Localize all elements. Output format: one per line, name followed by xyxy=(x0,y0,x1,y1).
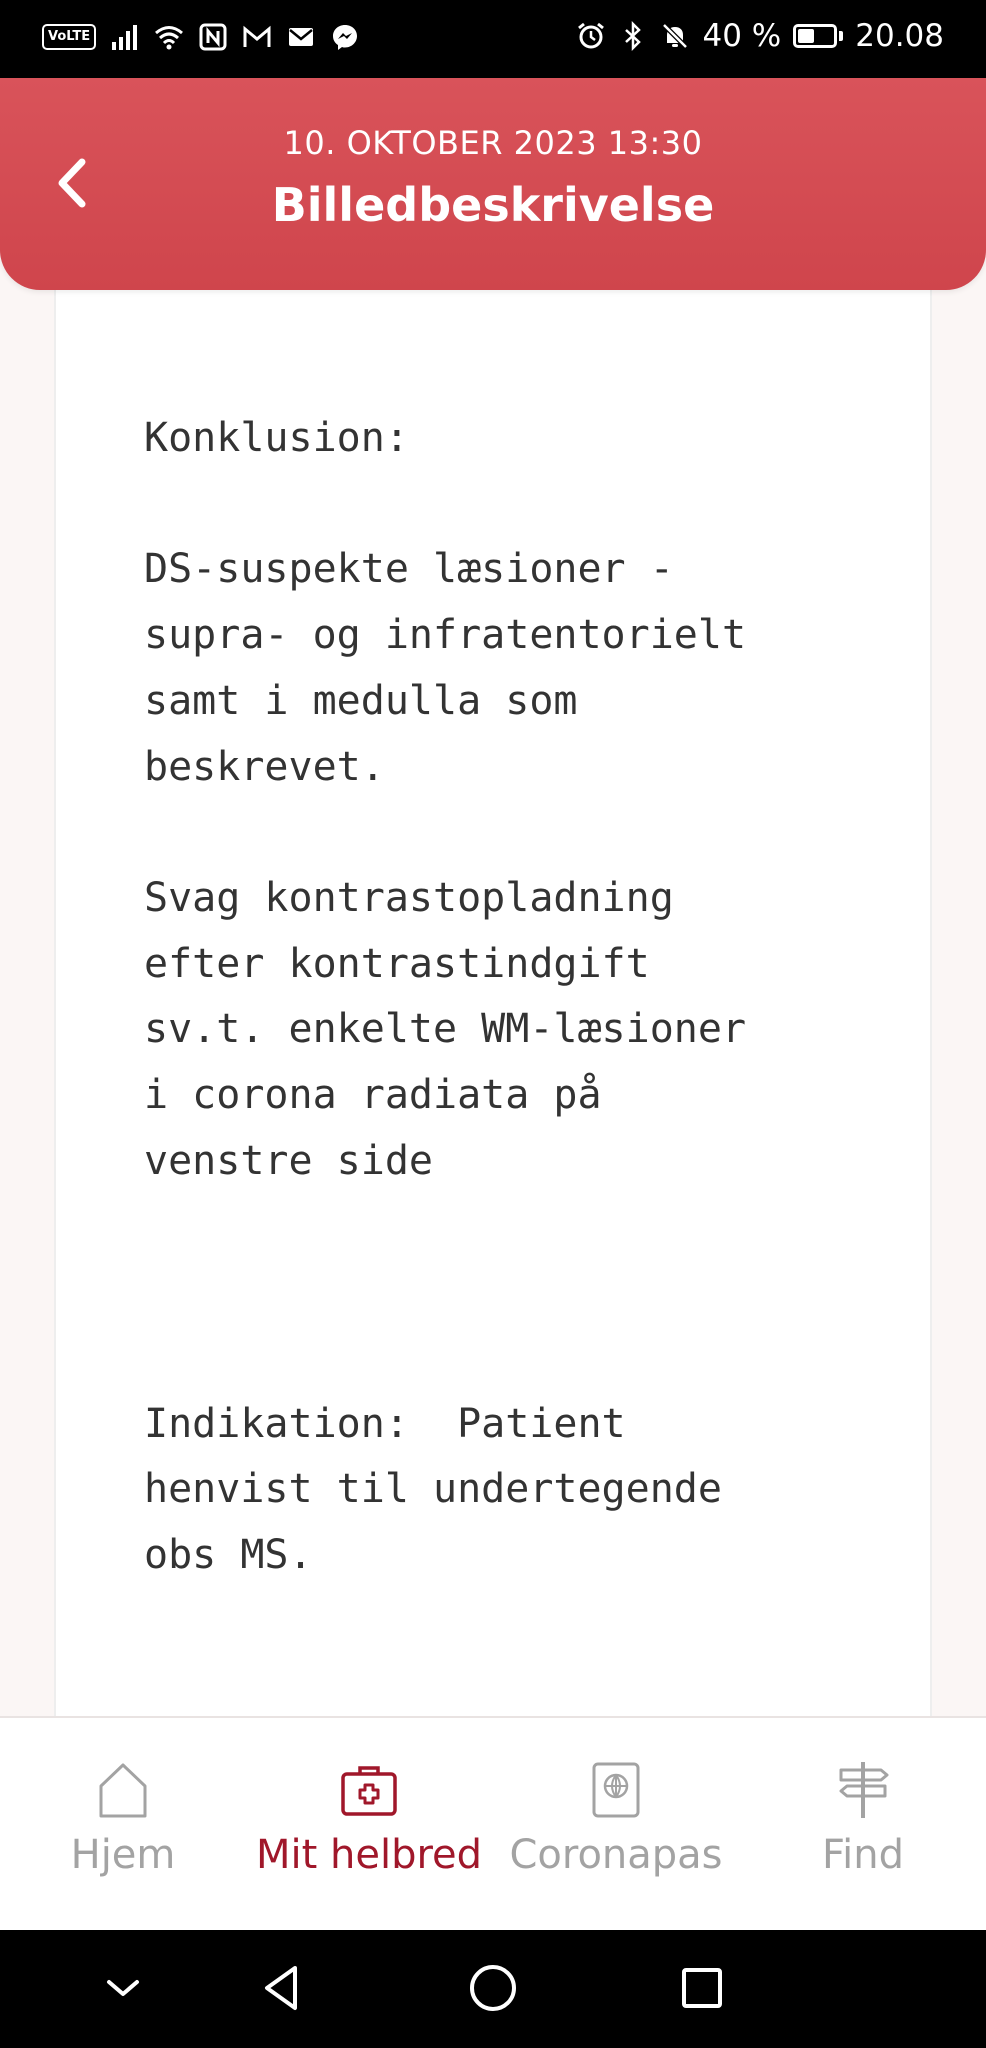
mute-icon xyxy=(660,21,690,51)
nav-label-find: Find xyxy=(822,1832,904,1878)
report-text: Konklusion: DS-suspekte læsioner - supra- og infratentorielt samt i medulla som beskrevet. Svag kontrastopladning efter kontrastindgift sv.t. enkelte WM-læsioner i corona radiata på venstre side Indikation: Patient henvist til undertegende obs MS. xyxy=(144,415,747,1578)
battery-icon xyxy=(793,24,843,48)
alarm-icon xyxy=(576,21,606,51)
nav-item-find[interactable] xyxy=(740,1718,986,1932)
signal-icon xyxy=(110,22,140,52)
nav-label-hjem: Hjem xyxy=(70,1832,176,1878)
messenger-icon xyxy=(330,22,360,52)
collapse-icon[interactable] xyxy=(95,1960,151,2016)
bluetooth-icon xyxy=(618,21,648,51)
recents-square-icon[interactable] xyxy=(674,1960,730,2016)
status-time: 20.08 xyxy=(855,18,944,54)
bottom-navigation xyxy=(0,1716,986,1932)
home-circle-icon[interactable] xyxy=(465,1960,521,2016)
status-bar xyxy=(0,0,986,78)
report-card xyxy=(54,270,932,1720)
system-navigation-bar xyxy=(0,1930,986,2048)
gmail-icon xyxy=(242,22,272,52)
nav-label-mit-helbred: Mit helbred xyxy=(255,1832,483,1878)
nav-item-coronapas[interactable] xyxy=(492,1718,740,1932)
page-title: Billedbeskrivelse xyxy=(271,178,715,232)
medical-kit-icon xyxy=(339,1760,399,1820)
mail-icon xyxy=(286,22,316,52)
nfc-icon xyxy=(198,22,228,52)
passport-icon xyxy=(586,1760,646,1820)
wifi-icon xyxy=(154,22,184,52)
back-triangle-icon[interactable] xyxy=(255,1960,311,2016)
signpost-icon xyxy=(833,1760,893,1820)
nav-item-hjem[interactable] xyxy=(0,1718,246,1932)
report-date: 10. OKTOBER 2023 13:30 xyxy=(283,124,703,162)
home-icon xyxy=(93,1760,153,1820)
nav-item-mit-helbred[interactable] xyxy=(246,1718,492,1932)
app-header xyxy=(0,78,986,290)
volte-badge: VoLTE xyxy=(42,24,96,50)
nav-label-coronapas: Coronapas xyxy=(509,1832,723,1878)
battery-percent: 40 % xyxy=(702,18,782,54)
